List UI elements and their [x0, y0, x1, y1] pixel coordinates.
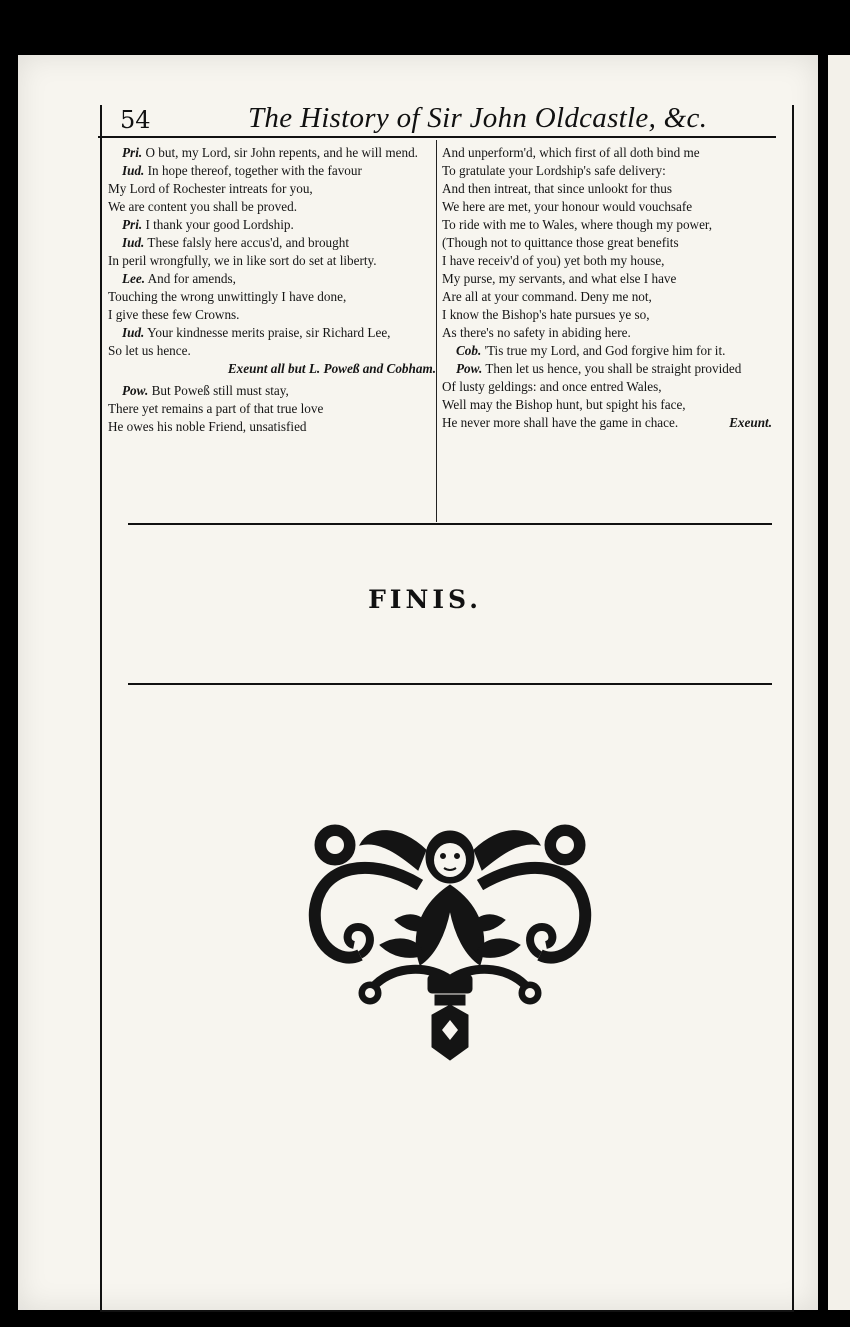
verse-text: And then intreat, that since unlookt for thus [442, 181, 673, 196]
verse-text: Of lusty geldings: and once entred Wales, [442, 379, 662, 394]
speaker-label: Iud. [122, 163, 145, 178]
verse-text: I thank your good Lordship. [145, 217, 294, 232]
verse-line [442, 216, 772, 234]
section-rule-bottom [128, 683, 772, 685]
verse-line [108, 180, 438, 198]
running-title: The History of Sir John Oldcastle, &c. [248, 102, 708, 134]
verse-line [442, 288, 772, 306]
speaker-label: Lee. [122, 271, 146, 286]
verse-text: (Though not to quittance those great benefits [442, 235, 679, 250]
adjacent-page-edge [828, 55, 850, 1310]
verse-line [442, 198, 772, 216]
speaker-label: Iud. [122, 235, 145, 250]
exit-direction: Exeunt. [729, 415, 772, 430]
verse-text: My Lord of Rochester intreats for you, [108, 181, 313, 196]
verse-text: I have receiv'd of you) yet both my house, [442, 253, 665, 268]
verse-text: I know the Bishop's hate pursues ye so, [442, 307, 650, 322]
verse-line [108, 144, 438, 162]
verse-text: To ride with me to Wales, where though my power, [442, 217, 713, 232]
left-column [108, 144, 438, 436]
verse-text: O but, my Lord, sir John repents, and he will mend. [145, 145, 418, 160]
verse-line [442, 270, 772, 288]
verse-text: So let us hence. [108, 343, 191, 358]
verse-text: Then let us hence, you shall be straight provided [485, 361, 742, 376]
speaker-label: Cob. [456, 343, 482, 358]
verse-text: I give these few Crowns. [108, 307, 240, 322]
verse-line [442, 180, 772, 198]
verse-line [442, 252, 772, 270]
verse-line [108, 198, 438, 216]
verse-text: We here are met, your honour would vouchsafe [442, 199, 693, 214]
finis-heading: FINIS. [368, 585, 482, 614]
verse-text: To gratulate your Lordship's safe delivery: [442, 163, 666, 178]
verse-line [442, 234, 772, 252]
verse-line [442, 162, 772, 180]
verse-line [442, 414, 772, 432]
verse-text: He never more shall have the game in chace. [442, 415, 679, 430]
verse-line [108, 270, 438, 288]
stage-direction: Exeunt all but L. Poweß and Cobham. [227, 361, 436, 376]
verse-line [108, 252, 438, 270]
verse-text: We are content you shall be proved. [108, 199, 297, 214]
verse-line [108, 342, 438, 360]
speaker-label: Pri. [122, 217, 143, 232]
verse-text: 'Tis true my Lord, and God forgive him for it. [484, 343, 726, 358]
verse-line [442, 396, 772, 414]
verse-text: My purse, my servants, and what else I have [442, 271, 677, 286]
speaker-label: Pri. [122, 145, 143, 160]
verse-line [442, 306, 772, 324]
verse-line [442, 324, 772, 342]
verse-text: Your kindnesse merits praise, sir Richard Lee, [147, 325, 391, 340]
verse-line [442, 342, 772, 360]
verse-text: As there's no safety in abiding here. [442, 325, 631, 340]
verse-line [108, 382, 438, 400]
right-column [442, 144, 772, 432]
verse-text: Touching the wrong unwittingly I have done, [108, 289, 347, 304]
verse-text: Are all at your command. Deny me not, [442, 289, 652, 304]
verse-text: In peril wrongfully, we in like sort do set at liberty. [108, 253, 377, 268]
verse-line [108, 216, 438, 234]
verse-text: He owes his noble Friend, unsatisfied [108, 419, 307, 434]
verse-text: But Poweß still must stay, [151, 383, 289, 398]
verse-line [108, 306, 438, 324]
verse-line [442, 378, 772, 396]
page-number: 54 [120, 106, 151, 134]
verse-line [108, 162, 438, 180]
speaker-label: Iud. [122, 325, 145, 340]
verse-line [442, 144, 772, 162]
verse-text: And for amends, [147, 271, 236, 286]
verse-line [108, 418, 438, 436]
verse-line [108, 288, 438, 306]
verse-text: Well may the Bishop hunt, but spight his face, [442, 397, 686, 412]
verse-line [108, 400, 438, 418]
verse-line [108, 324, 438, 342]
verse-line [442, 360, 772, 378]
speaker-label: Pow. [122, 383, 149, 398]
verse-text: These falsly here accus'd, and brought [147, 235, 350, 250]
verse-text: In hope thereof, together with the favour [147, 163, 362, 178]
section-rule-top [128, 523, 772, 525]
verse-line [108, 234, 438, 252]
verse-text: There yet remains a part of that true love [108, 401, 324, 416]
printers-ornament-icon [300, 815, 600, 1065]
running-header [98, 100, 776, 138]
verse-text: And unperform'd, which first of all doth bind me [442, 145, 700, 160]
speaker-label: Pow. [456, 361, 483, 376]
